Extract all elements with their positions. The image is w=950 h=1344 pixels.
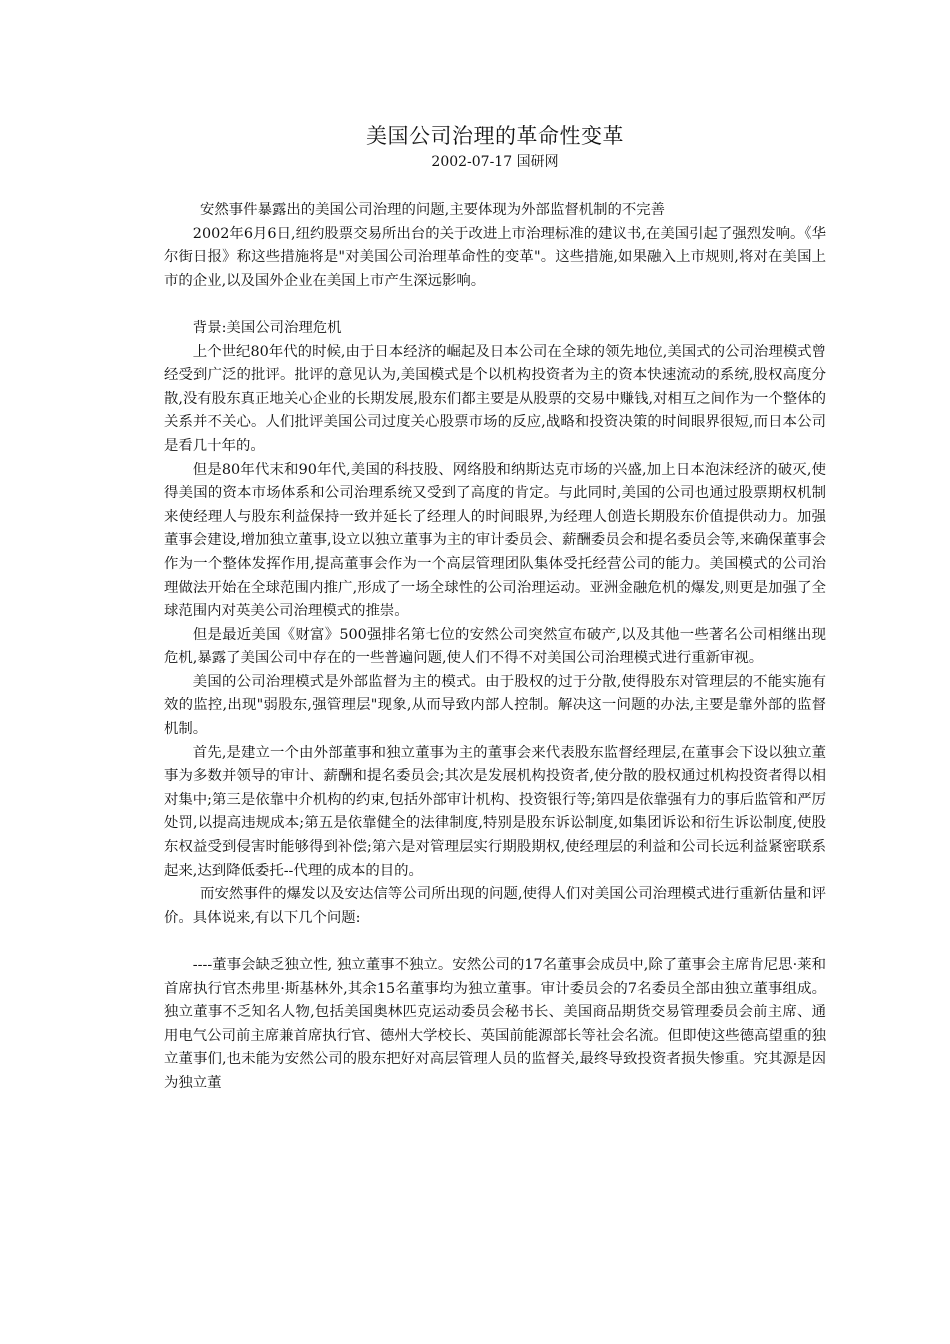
article-body xyxy=(164,199,826,1096)
blank-line xyxy=(164,930,826,954)
paragraph-lead: 安然事件暴露出的美国公司治理的问题,主要体现为外部监督机制的不完善 xyxy=(200,202,666,218)
paragraph: 美国的公司治理模式是外部监督为主的模式。由于股权的过于分散,使得股东对管理层的不能实施有效的监控,出现"弱股东,强管理层"现象,从而导致内部人控制。解决这一问题的办法,主要是靠外部的监督机制。 xyxy=(164,673,826,738)
blank-line xyxy=(164,293,826,317)
paragraph: 但是80年代末和90年代,美国的科技股、网络股和纳斯达克市场的兴盛,加上日本泡沫经济的破灭,使得美国的资本市场体系和公司治理系统又受到了高度的肯定。与此同时,美国的公司也通过股票期权机制来使经理人与股东利益保持一致并延长了经理人的时间眼界,为经理人创造长期股东价值提供动力。加强董事会建设,增加独立董事,设立以独立董事为主的审计委员会、薪酬委员会和提名委员会等,来确保董事会作为一个整体发挥作用,提高董事会作为一个高层管理团队集体受托经营公司的能力。美国模式的公司治理做法开始在全球范围内推广,形成了一场全球性的公司治理运动。亚洲金融危机的爆发,则更是加强了全球范围内对英美公司治理模式的推崇。 xyxy=(164,461,826,620)
paragraph: 上个世纪80年代的时候,由于日本经济的崛起及日本公司在全球的领先地位,美国式的公司治理模式曾经受到广泛的批评。批评的意见认为,美国模式是个以机构投资者为主的资本快速流动的系统,股权高度分散,没有股东真正地关心企业的长期发展,股东们都主要是从股票的交易中赚钱,对相互之间作为一个整体的关系并不关心。人们批评美国公司过度关心股票市场的反应,战略和投资决策的时间眼界很短,而日本公司是看几十年的。 xyxy=(164,343,826,454)
page-subtitle: 2002-07-17 国研网 xyxy=(431,154,559,170)
section-heading: 背景:美国公司治理危机 xyxy=(192,319,342,336)
paragraph: ----董事会缺乏独立性, 独立董事不独立。安然公司的17名董事会成员中,除了董事会主席肯尼思·莱和首席执行官杰弗里·斯基林外,其余15名董事均为独立董事。审计委员会的7名委员全部由独立董事组成。独立董事不乏知名人物,包括美国奥林匹克运动委员会秘书长、美国商品期货交易管理委员会前主席、通用电气公司前主席兼首席执行官、德州大学校长、英国前能源部长等社会名流。但即使这些德高望重的独立董事们,也未能为安然公司的股东把好对高层管理人员的监督关,最终导致投资者损失惨重。究其源是因为独立董 xyxy=(164,957,826,1091)
page-title: 美国公司治理的革命性变革 xyxy=(366,124,624,148)
paragraph: 而安然事件的爆发以及安达信等公司所出现的问题,使得人们对美国公司治理模式进行重新估量和评价。具体说来,有以下几个问题: xyxy=(164,886,826,926)
paragraph: 首先,是建立一个由外部董事和独立董事为主的董事会来代表股东监督经理层,在董事会下设以独立董事为多数并领导的审计、薪酬和提名委员会;其次是发展机构投资者,使分散的股权通过机构投资者得以相对集中;第三是依靠中介机构的约束,包括外部审计机构、投资银行等;第四是依靠强有力的事后监管和严厉处罚,以提高违规成本;第五是依靠健全的法律制度,特别是股东诉讼制度,如集团诉讼和衍生诉讼制度,使股东权益受到侵害时能够得到补偿;第六是对管理层实行期股期权,使经理层的利益和公司长远利益紧密联系起来,达到降低委托--代理的成本的目的。 xyxy=(164,744,826,879)
paragraph: 2002年6月6日,纽约股票交易所出台的关于改进上市治理标准的建议书,在美国引起了强烈发响。《华尔街日报》称这些措施将是"对美国公司治理革命性的变革"。这些措施,如果融入上市规则,将对在美国上市的企业,以及国外企业在美国上市产生深远影响。 xyxy=(164,225,826,289)
paragraph: 但是最近美国《财富》500强排名第七位的安然公司突然宣布破产,以及其他一些著名公司相继出现危机,暴露了美国公司中存在的一些普遍问题,使人们不得不对美国公司治理模式进行重新审视。 xyxy=(164,626,826,667)
